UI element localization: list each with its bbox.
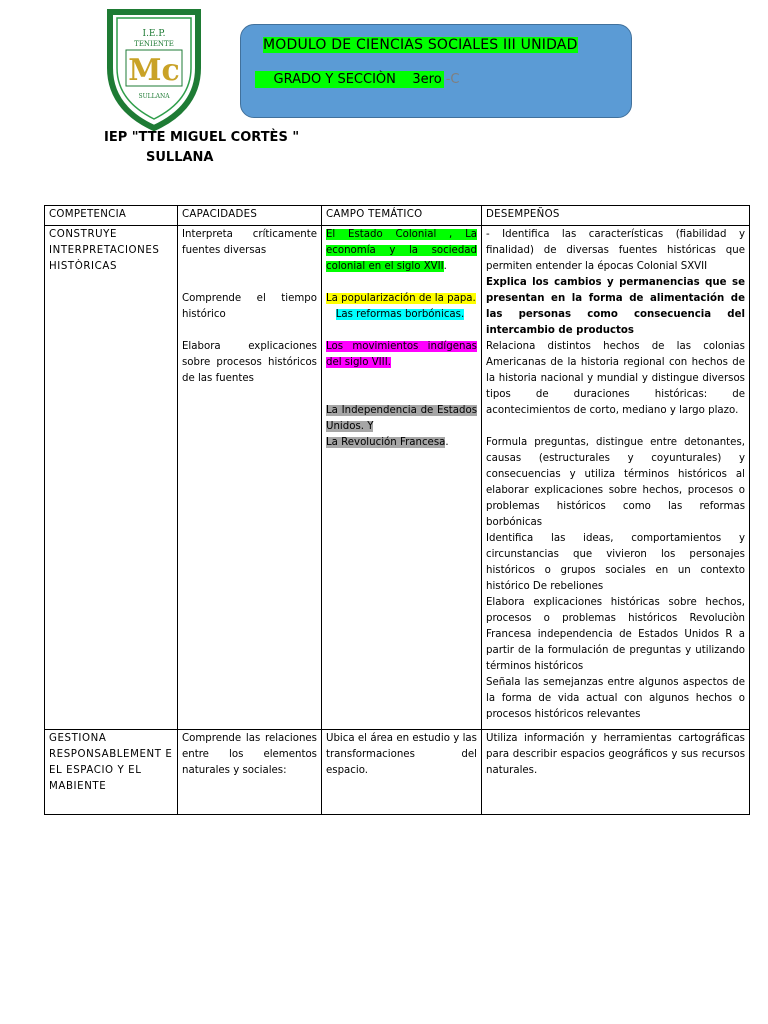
- grade-label: GRADO Y SECCIÒN 3ero: [255, 71, 444, 88]
- campo-item: Las reformas borbónicas.: [335, 309, 465, 320]
- desempeno-item: Identifica las ideas, comportamientos y circunstancias que vivieron los personajes históricos o grupos sociales en un contexto histórico De rebeliones: [486, 533, 745, 592]
- competencia-cell: [45, 730, 178, 815]
- header-competencia: COMPETENCIA: [45, 206, 178, 226]
- capacidad-item: Elabora explicaciones sobre procesos históricos de las fuentes: [182, 341, 317, 384]
- campo-item: La Revolución Francesa: [326, 437, 446, 448]
- school-name-line1: IEP "TTE MIGUEL CORTÈS ": [104, 130, 300, 145]
- desempeno-item: - Identifica las características (fiabilidad y finalidad) de diversas fuentes históricas que permiten entender la épocas Colonial SXVII: [486, 229, 745, 272]
- campo-item: La popularización de la papa.: [326, 293, 476, 304]
- desempeno-item: Relaciona distintos hechos de las colonias Americanas de la historia regional con hechos de la historia nacional y mundial y distingue diversos tipos de duraciones históricas: de acontecimientos de corto, mediano y largo plazo.: [486, 341, 745, 416]
- module-title: [263, 37, 578, 53]
- capacidad-item: Comprende las relaciones entre los elementos naturales y sociales:: [182, 733, 317, 776]
- table-row: [45, 730, 750, 815]
- logo-top-text: I.E.P.: [142, 29, 166, 39]
- school-logo: [104, 8, 204, 132]
- capacidades-cell: [178, 730, 322, 815]
- logo-bottom-text: SULLANA: [138, 93, 170, 100]
- campo-item: El Estado Colonial , La economía y la sociedad colonial en el siglo XVII: [326, 229, 477, 272]
- campo-item: Ubica el área en estudio y las transformaciones del espacio.: [326, 733, 477, 776]
- module-header-box: [240, 24, 632, 118]
- module-title-text: MODULO DE CIENCIAS SOCIALES III UNIDAD: [263, 37, 578, 53]
- grade-value: 3ero: [412, 72, 442, 87]
- campo-tematico-cell: [322, 730, 482, 815]
- grade-section-line: [255, 71, 459, 88]
- capacidad-item: Comprende el tiempo histórico: [182, 293, 317, 320]
- campo-item: Los movimientos indígenas del siglo VIII.: [326, 341, 477, 368]
- campo-item: La Independencia de Estados Unidos. Y: [326, 405, 477, 432]
- header-desempenos: DESEMPEÑOS: [482, 206, 750, 226]
- table-header-row: [45, 206, 750, 226]
- table-row: [45, 226, 750, 730]
- desempeno-item: Utiliza información y herramientas cartográficas para describir espacios geográficos y sus recursos naturales.: [486, 733, 745, 776]
- desempenos-cell: [482, 226, 750, 730]
- desempenos-cell: [482, 730, 750, 815]
- desempeno-item: Elabora explicaciones históricas sobre hechos, procesos o problemas históricos Revoluciòn Francesa independencia de Estados Unidos R a partir de la formulación de preguntas y utilizando términos históricos: [486, 597, 745, 672]
- school-name: [104, 128, 299, 168]
- section-value: -C: [445, 72, 460, 87]
- header-capacidades: CAPACIDADES: [178, 206, 322, 226]
- desempeno-item: Señala las semejanzas entre algunos aspectos de la forma de vida actual con algunos hechos o procesos históricos relevantes: [486, 677, 745, 720]
- desempeno-item: Formula preguntas, distingue entre detonantes, causas (estructurales y coyunturales) y consecuencias y utiliza términos históricos al elaborar explicaciones sobre hechos, procesos o problemas históricos como las reformas borbónicas: [486, 437, 745, 528]
- capacidad-item: Interpreta críticamente fuentes diversas: [182, 229, 317, 256]
- logo-mid-text: TENIENTE: [134, 40, 174, 48]
- competency-table: [44, 205, 750, 815]
- competencia-cell: [45, 226, 178, 730]
- desempeno-item-bold: Explica los cambios y permanencias que se presentan en la forma de alimentación de las personas como consecuencia del intercambio de productos: [486, 277, 745, 336]
- campo-tematico-cell: El Estado Colonial , La economía y la sociedad colonial en el siglo XVII. La popularización de la papa. Las reformas borbónicas. Los movimientos indígenas del siglo VIII. La Independencia de Estados Unidos. Y La Revolución Francesa.: [322, 226, 482, 730]
- logo-monogram: Mc: [128, 53, 180, 88]
- school-name-line2: SULLANA: [146, 150, 214, 165]
- competencia-text: CONSTRUYE INTERPRETACIONES HISTÒRICAS: [49, 229, 160, 272]
- header-campo-tematico: CAMPO TEMÁTICO: [322, 206, 482, 226]
- competencia-text: GESTIONA RESPONSABLEMENT E EL ESPACIO Y EL MABIENTE: [49, 733, 173, 792]
- capacidades-cell: [178, 226, 322, 730]
